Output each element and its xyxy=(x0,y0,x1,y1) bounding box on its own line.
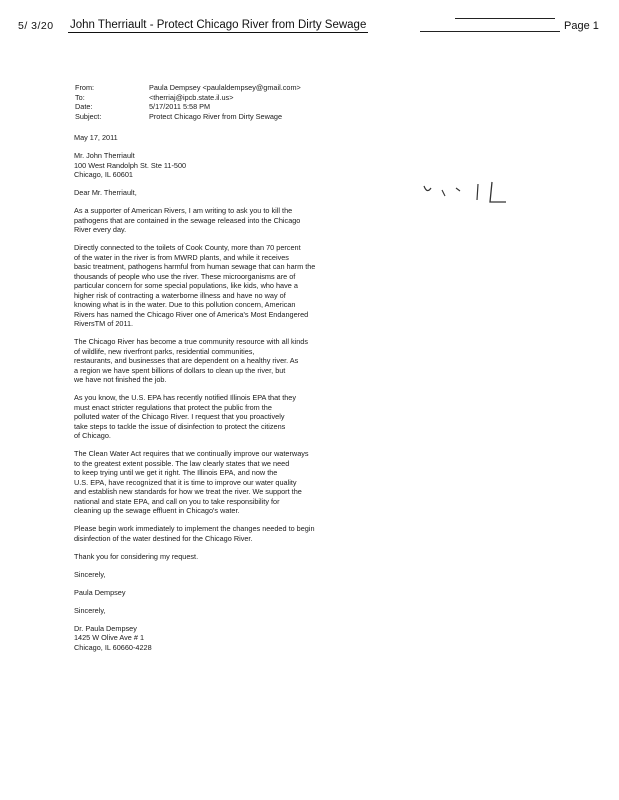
text-line: higher risk of contracting a waterborne illness and have no way of xyxy=(74,290,286,300)
date-label: Date: xyxy=(75,102,93,112)
text-line: The Clean Water Act requires that we continually improve our waterways xyxy=(74,449,309,458)
text-line: basic treatment, pathogens harmful from human sewage that can harm the xyxy=(74,262,316,271)
signature-line: Chicago, IL 60660-4228 xyxy=(74,642,152,652)
text-line: restaurants, and businesses that are dependent on a healthy river. As xyxy=(74,356,299,365)
text-line: of Chicago. xyxy=(74,431,111,440)
text-line: cleaning up the sewage effluent in Chicago's water. xyxy=(74,506,240,515)
to-row xyxy=(75,93,301,103)
text-line: take steps to tackle the issue of disinfection to protect the citizens xyxy=(74,421,286,431)
closing-2: Sincerely, xyxy=(74,605,106,615)
address-line: Chicago, IL 60601 xyxy=(74,170,133,179)
text-line: and establish new standards for how we treat the river. We support the xyxy=(74,487,302,496)
recipient-address xyxy=(74,151,374,180)
text-line: particular concern for some special populations, like kids, who have a xyxy=(74,281,298,290)
text-line: The Chicago River has become a true community resource with all kinds xyxy=(74,337,309,346)
address-line: 100 West Randolph St. Ste 11-500 xyxy=(74,160,187,170)
text-line: As a supporter of American Rivers, I am writing to ask you to kill the xyxy=(74,206,293,215)
text-line: pathogens that are contained in the sewage released into the Chicago xyxy=(74,215,301,225)
text-line: a region we have spent billions of dollars to clean up the river, but xyxy=(74,365,286,375)
signature-line: Dr. Paula Dempsey xyxy=(74,623,137,633)
text-line: polluted water of the Chicago River. I request that you proactively xyxy=(74,412,285,421)
text-line: Rivers has named the Chicago River one of America's Most Endangered xyxy=(74,309,309,319)
header-title: John Therriault - Protect Chicago River from Dirty Sewage xyxy=(70,19,367,31)
subject-label: Subject: xyxy=(75,111,102,121)
text-line: thousands of people who use the river. These microorganisms are of xyxy=(74,271,296,281)
signer-name: Paula Dempsey xyxy=(74,587,126,597)
letter-body xyxy=(74,133,374,661)
text-line: must enact stricter regulations that protect the public from the xyxy=(74,402,272,412)
closing-1: Sincerely, xyxy=(74,569,106,579)
text-line: Thank you for considering my request. xyxy=(74,551,199,561)
to-label: To: xyxy=(75,92,85,102)
header-page-number: Page 1 xyxy=(564,20,599,32)
paragraph-4 xyxy=(74,393,374,441)
text-line: RiversTM of 2011. xyxy=(74,319,134,328)
text-line: to keep trying until we get it right. The Illinois EPA, and now the xyxy=(74,468,278,477)
subject-row xyxy=(75,112,301,122)
handwritten-mark xyxy=(420,178,520,204)
text-line: knowing what is in the water. Due to this pollution concern, American xyxy=(74,300,296,309)
subject-value: Protect Chicago River from Dirty Sewage xyxy=(149,111,283,121)
text-line: to the greatest extent possible. The law clearly states that we need xyxy=(74,458,290,468)
paragraph-2 xyxy=(74,243,374,329)
text-line: of wildlife, new riverfront parks, residential communities, xyxy=(74,346,255,356)
from-value: Paula Dempsey <paulaldempsey@gmail.com> xyxy=(149,83,301,92)
header-date: 5/ 3/20 xyxy=(18,20,54,32)
letter-date: May 17, 2011 xyxy=(74,133,118,142)
text-line: Please begin work immediately to implement the changes needed to begin xyxy=(74,524,315,533)
signature-block xyxy=(74,624,374,653)
text-line: As you know, the U.S. EPA has recently notified Illinois EPA that they xyxy=(74,393,296,402)
text-line: of the water in the river is from MWRD plants, and while it receives xyxy=(74,252,289,262)
from-row xyxy=(75,83,301,93)
paragraph-7 xyxy=(74,552,374,562)
date-value: 5/17/2011 5:58 PM xyxy=(149,102,211,112)
header-rule xyxy=(420,31,560,32)
to-value: <therriaj@ipcb.state.il.us> xyxy=(149,92,234,102)
text-line: national and state EPA, and call on you to take responsibility for xyxy=(74,496,280,506)
paragraph-1 xyxy=(74,206,374,235)
paragraph-3 xyxy=(74,337,374,385)
paragraph-6 xyxy=(74,524,374,543)
from-label: From: xyxy=(75,83,95,92)
address-line: Mr. John Therriault xyxy=(74,151,135,160)
text-line: Directly connected to the toilets of Cook County, more than 70 percent xyxy=(74,243,301,252)
text-line: disinfection of the water destined for the Chicago River. xyxy=(74,533,253,543)
text-line: we have not finished the job. xyxy=(74,375,167,384)
email-header xyxy=(75,83,301,121)
date-row xyxy=(75,102,301,112)
paragraph-5 xyxy=(74,449,374,516)
text-line: U.S. EPA, have recognized that it is time to improve our water quality xyxy=(74,477,297,487)
salutation: Dear Mr. Therriault, xyxy=(74,188,137,197)
header-rule-top xyxy=(455,18,555,19)
text-line: River every day. xyxy=(74,225,127,234)
signature-line: 1425 W Olive Ave # 1 xyxy=(74,633,145,642)
